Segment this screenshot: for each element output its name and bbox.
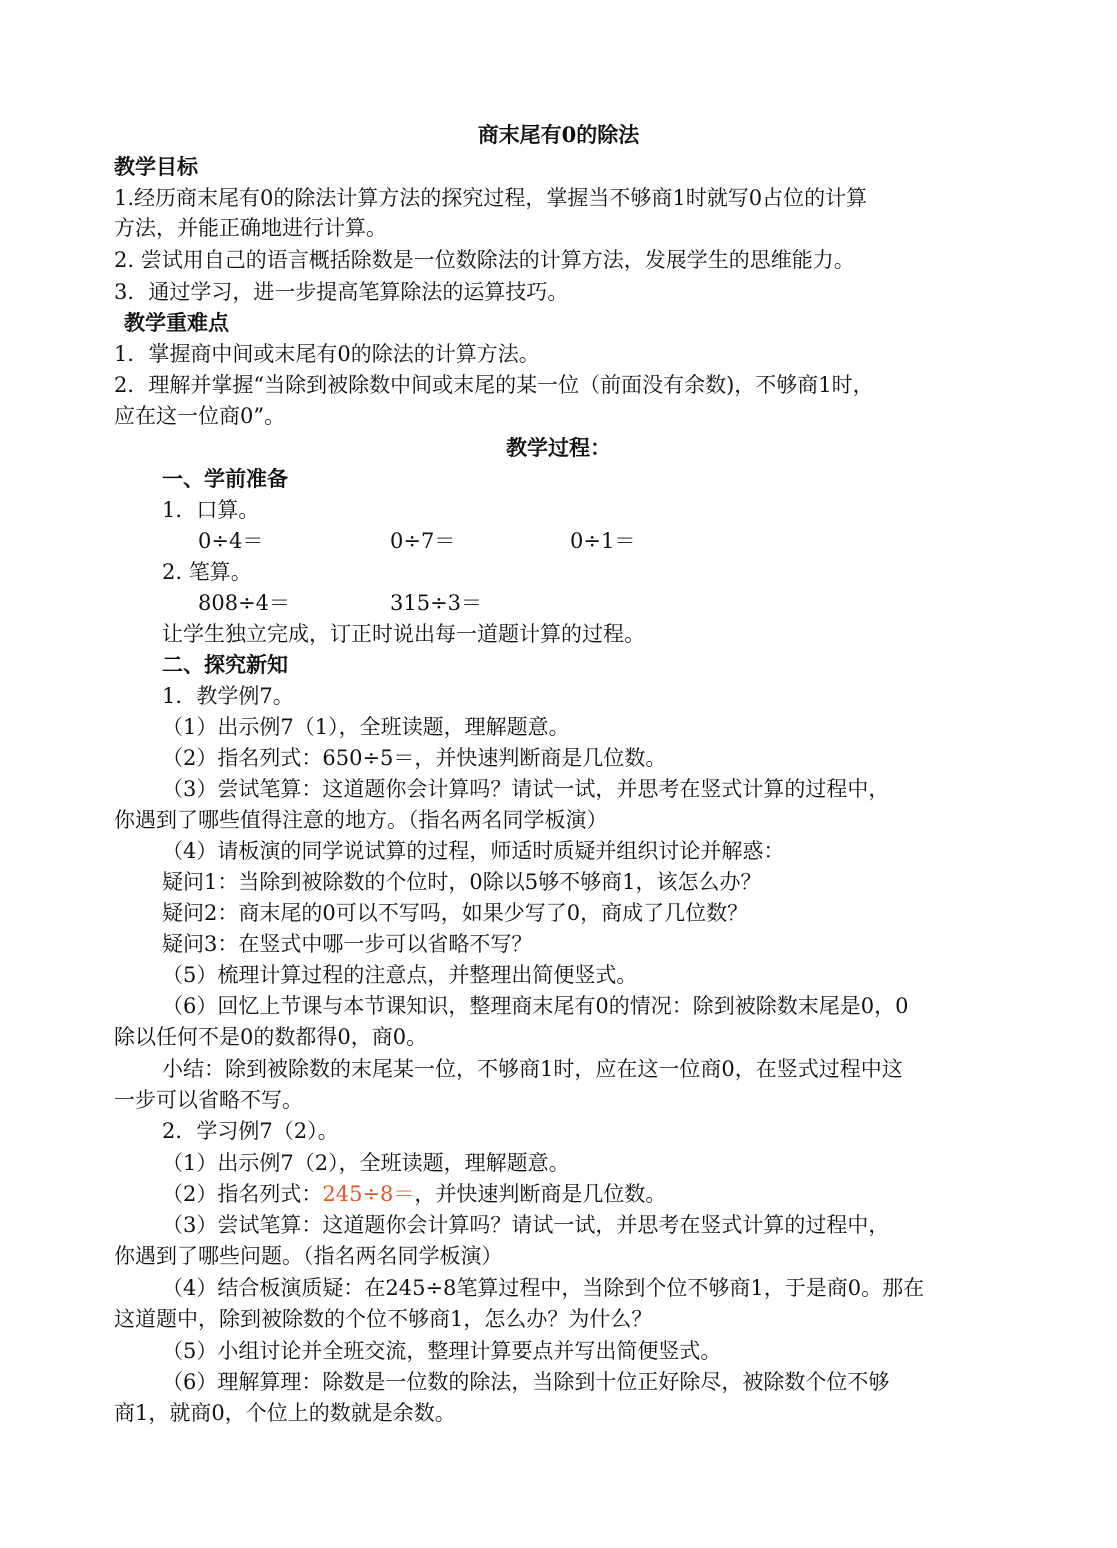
ex2-line: （6）理解算理：除数是一位数的除法，当除到十位正好除尽，被除数个位不够 bbox=[162, 1370, 890, 1394]
keypoint-line-1: 1．掌握商中间或末尾有0的除法的计算方法。 bbox=[114, 342, 540, 366]
ex1-line: （4）请板演的同学说试算的过程，师适时质疑并组织讨论并解惑： bbox=[162, 839, 785, 863]
ex2-line: 商1，就商0，个位上的数就是余数。 bbox=[114, 1401, 456, 1425]
process-heading: 教学过程： bbox=[506, 435, 611, 460]
ex2-line: （3）尝试笔算：这道题你会计算吗？请试一试，并思考在竖式计算的过程中， bbox=[162, 1213, 890, 1237]
question-3: 疑问3：在竖式中哪一步可以省略不写？ bbox=[162, 932, 533, 956]
explore-heading: 二、探究新知 bbox=[162, 652, 288, 677]
goal-line-4: 3．通过学习，进一步提高笔算除法的运算技巧。 bbox=[114, 280, 569, 304]
keypoint-line-3: 应在这一位商0”。 bbox=[114, 404, 286, 428]
prep-heading: 一、学前准备 bbox=[162, 466, 288, 491]
summary-line-1: 小结：除到被除数的末尾某一位，不够商1时，应在这一位商0，在竖式过程中这 bbox=[162, 1057, 903, 1081]
prep-note: 让学生独立完成，订正时说出每一道题计算的过程。 bbox=[162, 622, 645, 646]
ex1-line: （3）尝试笔算：这道题你会计算吗？请试一试，并思考在竖式计算的过程中， bbox=[162, 777, 890, 801]
ex2-line: 你遇到了哪些问题。（指名两名同学板演） bbox=[114, 1244, 503, 1268]
ex1-line: （1）出示例7（1），全班读题，理解题意。 bbox=[162, 715, 570, 739]
ex2-line: （4）结合板演质疑：在245÷8笔算过程中，当除到个位不够商1，于是商0。那在 bbox=[162, 1276, 925, 1300]
page-title: 商末尾有0的除法 bbox=[477, 122, 640, 147]
ex1-line: （2）指名列式：650÷5＝，并快速判断商是几位数。 bbox=[162, 746, 667, 770]
oral-problem-2: 0÷7＝ bbox=[390, 529, 456, 553]
oral-problem-1: 0÷4＝ bbox=[198, 529, 264, 553]
question-1: 疑问1：当除到被除数的个位时，0除以5够不够商1，该怎么办？ bbox=[162, 870, 762, 894]
keypoint-line-2: 2．理解并掌握“当除到被除数中间或末尾的某一位（前面没有余数)，不够商1时， bbox=[114, 373, 874, 397]
written-problem-1: 808÷4＝ bbox=[198, 591, 291, 615]
goal-line-1: 1.经历商末尾有0的除法计算方法的探究过程，掌握当不够商1时就写0占位的计算 bbox=[114, 186, 868, 210]
oral-problem-3: 0÷1＝ bbox=[570, 529, 636, 553]
highlighted-expression: 245÷8＝ bbox=[322, 1182, 415, 1206]
written-label: 2. 笔算。 bbox=[162, 560, 252, 584]
question-2: 疑问2：商末尾的0可以不写吗，如果少写了0，商成了几位数？ bbox=[162, 901, 749, 925]
ex2-line-prefix: （2）指名列式： bbox=[162, 1182, 323, 1206]
example1-label: 1．教学例7。 bbox=[162, 684, 294, 708]
goal-line-3: 2. 尝试用自己的语言概括除数是一位数除法的计算方法，发展学生的思维能力。 bbox=[114, 248, 855, 272]
ex1-line: 除以任何不是0的数都得0，商0。 bbox=[114, 1025, 428, 1049]
keypoints-heading: 教学重难点 bbox=[124, 310, 229, 335]
written-problem-2: 315÷3＝ bbox=[390, 591, 483, 615]
ex1-line: 你遇到了哪些值得注意的地方。（指名两名同学板演） bbox=[114, 808, 608, 832]
ex2-line: （1）出示例7（2），全班读题，理解题意。 bbox=[162, 1151, 570, 1175]
example2-label: 2．学习例7（2）。 bbox=[162, 1119, 339, 1143]
ex2-line: 这道题中，除到被除数的个位不够商1，怎么办？为什么？ bbox=[114, 1307, 653, 1331]
summary-line-2: 一步可以省略不写。 bbox=[114, 1088, 303, 1112]
ex2-line-suffix: ，并快速判断商是几位数。 bbox=[414, 1182, 667, 1206]
goals-heading: 教学目标 bbox=[114, 154, 198, 179]
oral-label: 1．口算。 bbox=[162, 498, 260, 522]
ex1-line: （6）回忆上节课与本节课知识，整理商末尾有0的情况：除到被除数末尾是0，0 bbox=[162, 994, 909, 1018]
ex2-line: （5）小组讨论并全班交流，整理计算要点并写出简便竖式。 bbox=[162, 1339, 722, 1363]
ex2-line-equation bbox=[162, 1179, 666, 1209]
goal-line-2: 方法，并能正确地进行计算。 bbox=[114, 216, 387, 240]
ex1-line: （5）梳理计算过程的注意点，并整理出简便竖式。 bbox=[162, 963, 638, 987]
